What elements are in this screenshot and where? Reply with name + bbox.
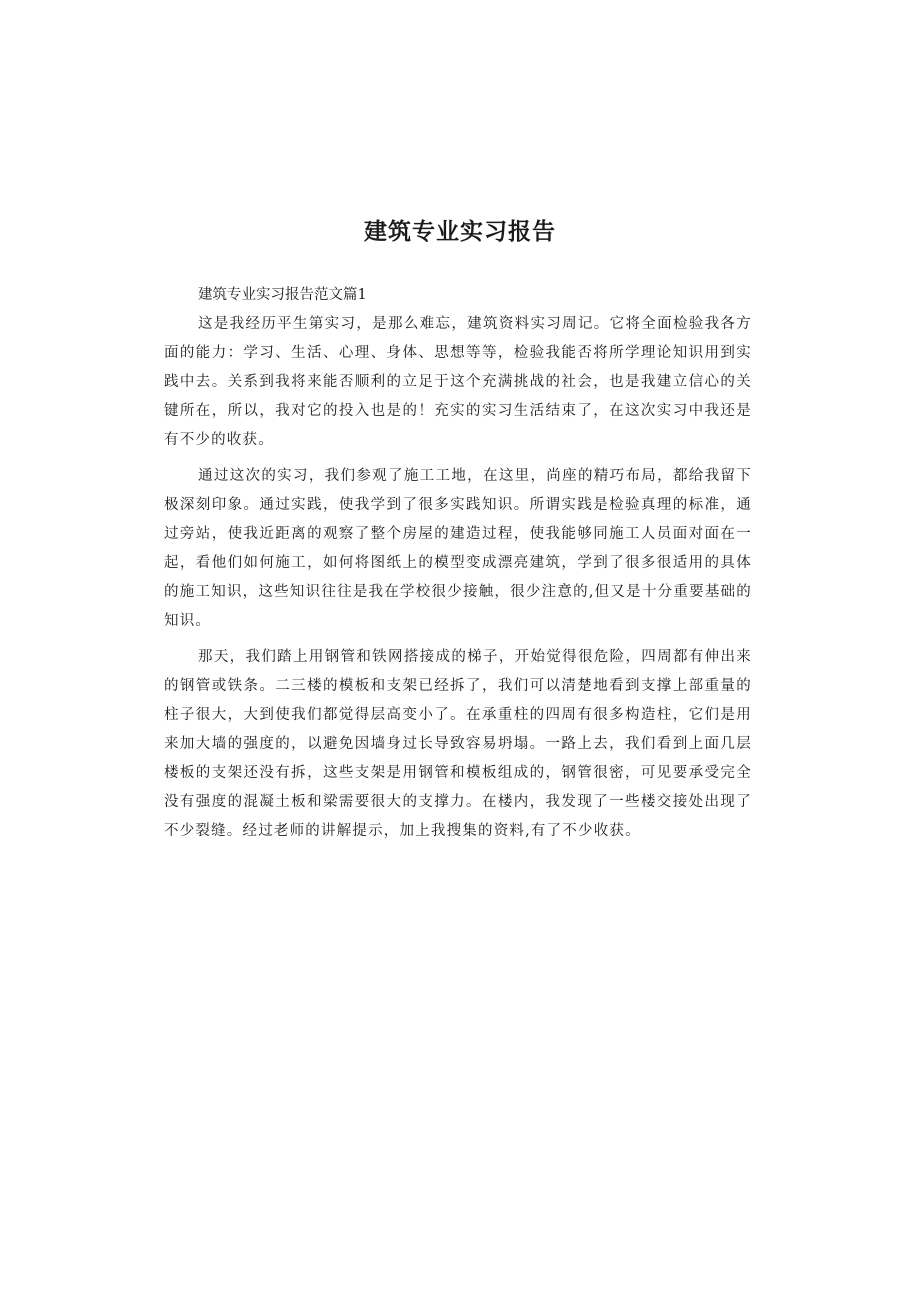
document-body (164, 281, 752, 853)
section-subtitle: 建筑专业实习报告范文篇1 (198, 287, 367, 303)
document-title: 建筑专业实习报告 (364, 219, 556, 245)
paragraph-2: 通过这次的实习，我们参观了施工工地，在这里，尚座的精巧布局，都给我留下极深刻印象。通过实践，使我学到了很多实践知识。所谓实践是检验真理的标准，通过旁站，使我近距离的观察了整个房屋的建造过程，使我能够同施工人员面对面在一起，看他们如何施工，如何将图纸上的模型变成漂亮建筑，学到了很多很适用的具体的施工知识，这些知识往往是我在学校很少接触，很少注意的,但又是十分重要基础的知识。 (164, 468, 752, 629)
paragraph-1: 这是我经历平生第实习，是那么难忘，建筑资料实习周记。它将全面检验我各方面的能力：学习、生活、心理、身体、思想等等，检验我能否将所学理论知识用到实践中去。关系到我将来能否顺利的立足于这个充满挑战的社会，也是我建立信心的关键所在，所以，我对它的投入也是的！充实的实习生活结束了，在这次实习中我还是有不少的收获。 (164, 316, 752, 448)
paragraph-3: 那天，我们踏上用钢管和铁网搭接成的梯子，开始觉得很危险，四周都有伸出来的钢管或铁条。二三楼的模板和支架已经拆了，我们可以清楚地看到支撑上部重量的柱子很大，大到使我们都觉得层高变小了。在承重柱的四周有很多构造柱，它们是用来加大墙的强度的，以避免因墙身过长导致容易坍塌。一路上去，我们看到上面几层楼板的支架还没有拆，这些支架是用钢管和模板组成的，钢管很密，可见要承受完全没有强度的混凝土板和梁需要很大的支撑力。在楼内，我发现了一些楼交接处出现了不少裂缝。经过老师的讲解提示，加上我搜集的资料,有了不少收获。 (164, 649, 752, 839)
